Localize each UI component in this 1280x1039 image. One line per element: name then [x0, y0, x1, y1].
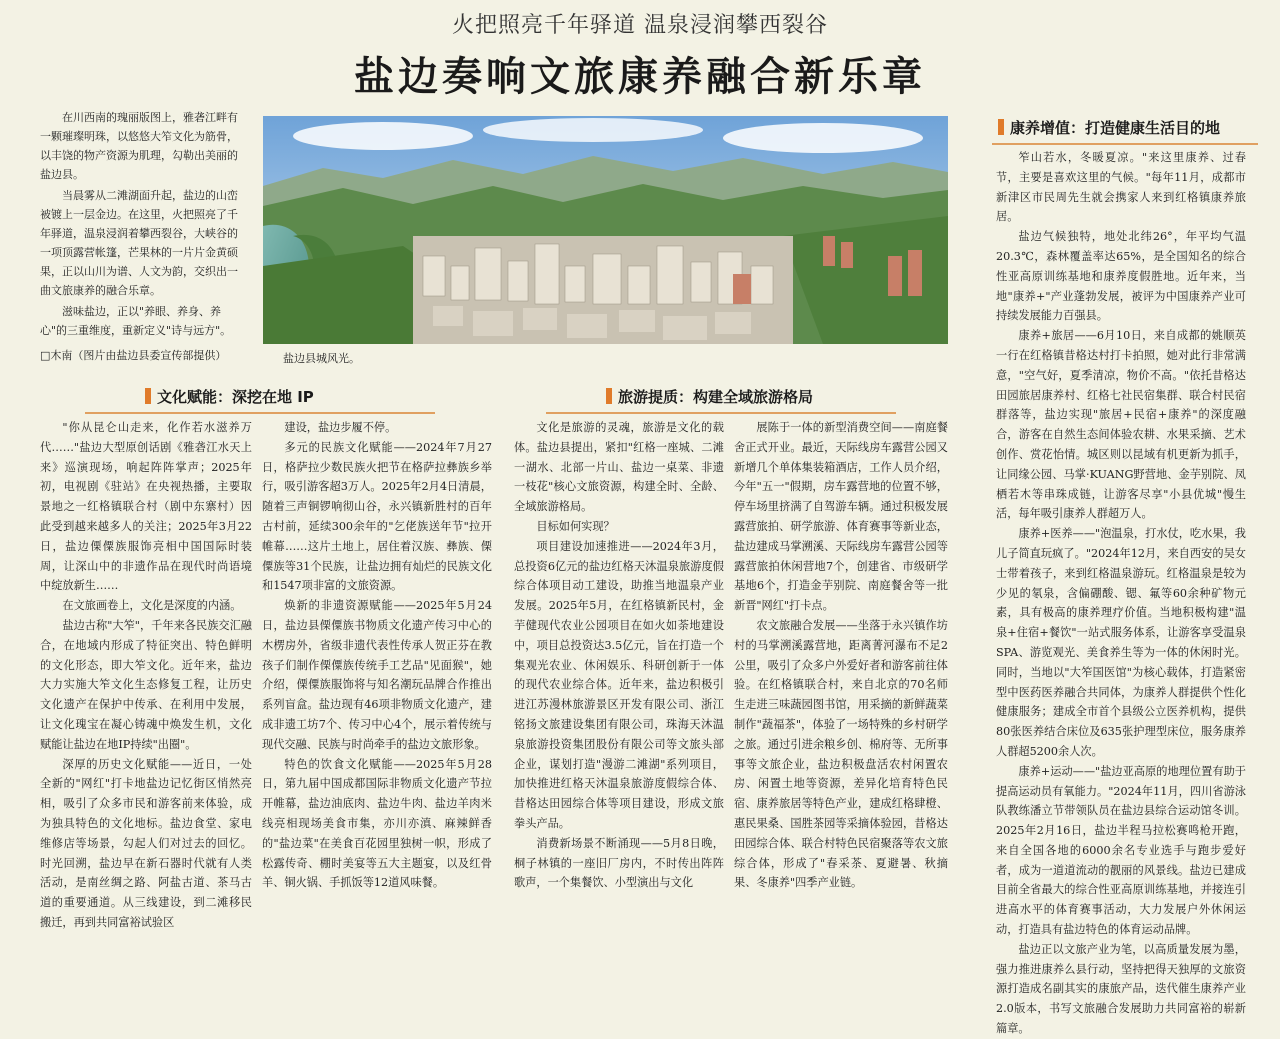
article-paragraph: 项目建设加速推进——2024年3月，总投资6亿元的盐边红格天沐温泉旅游度假综合体项目动工建设，助推当地温泉产业发展。2025年5月，在红格镇新民村，金芋健现代农业公园项目在如火如荼地建设中，项目总投资达3.5亿元，旨在打造一个集观光农业、休闲娱乐、科研创新于一体的现代农业综合体。近年来，盐边积极引进江苏漫林旅游景区开发有限公司、浙江铭扬文旅建设集团有限公司，珠海天沐温泉旅游投资集团股份有限公司等文旅头部企业，谋划打造"漫游二滩湖"系列项目，加快推进红格天沐温泉旅游度假综合体、昔格达田园综合体等项目建设，形成文旅拳头产品。: [514, 539, 724, 830]
headline: 盐边奏响文旅康养融合新乐章: [354, 54, 926, 100]
article-paragraph: 康养+运动——"盐边亚高原的地理位置有助于提高运动员有氧能力。"2024年11月，四川省游泳队教练潘立节带领队员在盐边县综合运动馆冬训。2025年2月16日，盐边半程马拉松赛鸣枪开跑，来自全国各地的6000余名专业选手与跑步爱好者，成为一道道流动的靓丽的风景线。盐边已建成目前全省最大的综合性亚高原训练基地，并接连引进高水平的体育赛事活动，大力发展户外休闲运动，打造具有盐边特色的体育运动品牌。: [996, 764, 1246, 937]
heading-rule: [85, 412, 435, 414]
article-paragraph: 焕新的非遗资源赋能——2025年5月24日，盐边县傈僳族书物质文化遗产传习中心的木楞房外，省级非遗代表性传承人贺正芬在教孩子们制作傈僳族传统手工艺品"见面猴"，她介绍，傈僳族服饰将与知名潮玩品牌合作推出系列盲盒。盐边现有46项非物质文化遗产，建成非遗工坊7个、传习中心4个，展示着传统与现代交融、民族与时尚牵手的盐边文旅形象。: [262, 599, 492, 751]
section-heading-health: [998, 117, 1248, 139]
intro-paragraph: 当晨雾从二滩湖面升起，盐边的山峦被镀上一层金边。在这里，火把照亮了千年驿道，温泉浸润着攀西裂谷，大峡谷的一项顶露营帐篷，芒果林的一片片金黄硕果，正以山川为谱、人文为韵，交织出一曲文旅康养的融合乐章。: [40, 189, 238, 297]
article-paragraph: 目标如何实现？: [536, 519, 615, 533]
heading-rule: [546, 412, 896, 414]
byline: □木南（图片由盐边县委宣传部提供）: [40, 349, 227, 362]
article-paragraph: 盐边正以文旅产业为笔，以高质量发展为墨，强力推进康养么县行动，坚持把得天独厚的文旅资源打造成名副其实的康旅产品，迭代催生康养产业2.0版本，书写文旅融合发展助力共同富裕的崭新篇章。: [996, 942, 1246, 1036]
article-column-4: [734, 418, 948, 893]
section-heading-culture: [145, 386, 375, 408]
article-paragraph: 深厚的历史文化赋能——近日，一处全新的"网红"打卡地盐边记忆街区悄然亮相，吸引了众多市民和游客前来体验，成为独具特色的文化地标。盐边食堂、家电维修店等场景，勾起人们对过去的回忆。时光回溯，盐边早在新石器时代就有人类活动，是南丝绸之路、阿盐古道、茶马古道的重要通道。从三线建设，到二滩移民搬迁，再到共同富裕试验区: [40, 757, 252, 929]
section-heading-tourism: [606, 386, 836, 408]
article-paragraph: 建设，盐边步履不停。: [284, 421, 397, 434]
town-aerial-photo: [263, 116, 948, 344]
heading-rule: [992, 143, 1258, 145]
intro-paragraph: 滋味盐边，正以"养眼、养身、养心"的三重维度，重新定义"诗与远方"。: [40, 305, 232, 337]
article-paragraph: 特色的饮食文化赋能——2025年5月28日，第九届中国成都国际非物质文化遗产节拉开帷幕，盐边油底肉、盐边牛肉、盐边羊肉米线亮相现场美食市集，亦川亦滇、麻辣鲜香的"盐边菜"在美食百花园里独树一帜，形成了松露传奇、棚时美宴等五大主题宴，以及红骨羊、铜火锅、手抓饭等12道风味餐。: [262, 757, 492, 890]
article-paragraph: 盐边气候独特，地处北纬26°，年平均气温20.3℃，森林覆盖率达65%，是全国知名的综合性亚高原训练基地和康养度假胜地。近年来，当地"康养+"产业蓬勃发展，被评为中国康养产业可持续发展能力百强县。: [996, 230, 1246, 323]
article-paragraph: 康养+医养——"泡温泉，打水仗，吃水果，我儿子简直玩疯了。"2024年12月，来自西安的吴女士带着孩子，来到红格温泉游玩。红格温泉是较为少见的氡泉，含偏硼酸、锶、氟等60余种矿物元素，具有极高的康养理疗价值。当地积极构建"温泉+住宿+餐饮"一站式服务体系，让游客享受温泉SPA、游览观光、美食养生等为一体的休闲时光。同时，当地以"大笮国医馆"为核心载体，打造紧密型中医药医养融合共同体，为康养人群提供个性化健康服务；建成全市首个县级公立医养机构，提供80张医养结合床位及635张护理型床位，服务康养人群超5200余人次。: [996, 527, 1246, 758]
section-heading-text: 文化赋能：深挖在地 IP: [157, 388, 314, 406]
article-column-3: [514, 418, 724, 893]
article-paragraph: 文化是旅游的灵魂，旅游是文化的载体。盐边县提出，紧扣"红格一座城、二滩一湖水、北部一片山、盐边一桌菜、非遗一枝花"核心文旅资源，构建全时、全龄、全域旅游格局。: [514, 421, 724, 514]
photo-illustration: [263, 116, 948, 344]
subheadline: 火把照亮千年驿道 温泉浸润攀西裂谷: [452, 13, 828, 38]
article-paragraph: 农文旅融合发展——坐落于永兴镇作坊村的马掌溯溪露营地，距离菁河瀑布不足2公里，吸引了众多户外爱好者和游客前往体验。在红格镇联合村，来自北京的70名师生走进三味蔬园图书馆，用采摘的新鲜蔬菜制作"蔬福茶"，体验了一场特殊的乡村研学之旅。通过引进余粮乡创、棉府等、无所事事等文旅企业，盐边积极盘活农村闲置农房、闲置土地等资源，差异化培育特色民宿、康养旅居等特色产业，建成红格肆橙、惠民果桑、国胜茶园等采摘体验园，昔格达田园综合体、联合村特色民宿聚落等农文旅综合体，形成了"春采茶、夏避暑、秋摘果、冬康养"四季产业链。: [734, 618, 948, 890]
article-column-1: [40, 418, 252, 933]
heading-marker: [606, 388, 612, 404]
article-paragraph: 消费新场景不断涌现——5月8日晚，桐子林镇的一座旧厂房内，不时传出阵阵歌声，一个集餐饮、小型演出与文化: [514, 836, 724, 890]
masthead: [0, 8, 1280, 102]
article-paragraph: 在文旅画卷上，文化是深度的内涵。: [62, 599, 242, 613]
heading-marker: [998, 119, 1004, 135]
section-heading-text: 康养增值：打造健康生活目的地: [1010, 119, 1221, 137]
heading-marker: [145, 388, 151, 404]
article-paragraph: "你从昆仑山走来，化作若水滋养万代……"盐边大型原创话剧《雅砻江水天上来》巡演现场，响起阵阵掌声；2025年初，电视剧《驻站》在央视热播，主要取景地之一红格镇联合村（剧中东寨村）因此受到越来越多人的关注；2025年3月22日，盐边傈僳族服饰亮相中国国际时装周，让深山中的非遗作品在现代时尚语境中绽放新生……: [40, 421, 252, 593]
article-column-2: [262, 418, 492, 893]
article-paragraph: 展陈于一体的新型消费空间——南庭餐舍正式开业。最近，天际线房车露营公园又新增几个单体集装箱酒店，工作人员介绍，今年"五一"假期，房车露营地的位置不够，停车场里挤满了自驾游车辆。通过积极发展露营旅拍、研学旅游、体育赛事等新业态，盐边建成马掌溯溪、天际线房车露营公园等露营旅拍休闲营地7个，创建省、市级研学基地6个，打造金芋别院、南庭餐舍等一批新晋"网红"打卡点。: [734, 421, 948, 613]
article-paragraph: 盐边古称"大笮"，千年来各民族交汇融合，在地域内形成了特征突出、特色鲜明的文化形态，即大笮文化。近年来，盐边大力实施大笮文化生态修复工程，让历史文化遗产在保护中传承、在利用中发展，让文化瑰宝在凝心铸魂中焕发生机，文化赋能让盐边在地IP持续"出圈"。: [40, 618, 252, 751]
article-paragraph: 笮山若水，冬暖夏凉。"来这里康养、过春节，主要是喜欢这里的气候。"每年11月，成都市新津区市民周先生就会携家人来到红格镇康养旅居。: [996, 151, 1246, 224]
intro-block: [40, 108, 240, 367]
intro-paragraph: 在川西南的瑰丽版图上，雅砻江畔有一颗璀璨明珠，以悠悠大笮文化为筋骨，以丰饶的物产资源为肌理，勾勒出美丽的盐边县。: [40, 111, 238, 181]
article-paragraph: 康养+旅居——6月10日，来自成都的姚顺英一行在红格镇昔格达村打卡拍照，她对此行非常满意，"空气好，夏季清凉，物价不高。"依托昔格达田园旅居康养村、红格七社民宿集群、联合村民宿群落等，盐边实现"旅居+民宿+康养"的深度融合，游客在自然生态间体验农耕、水果采摘、艺术创作、赏花怡情。城区则以昆域有机更新为抓手，让同缘公园、马掌·KUANG野营地、金芋别院、凤栖若木等串珠成链，让游客尽享"小县优城"慢生活，每年吸引康养人群超万人。: [996, 329, 1246, 521]
section-heading-text: 旅游提质：构建全域旅游格局: [618, 388, 814, 406]
article-paragraph: 多元的民族文化赋能——2024年7月27日，格萨拉少数民族火把节在格萨拉彝族乡举行，吸引游客超3万人。2025年2月4日清晨，随着三声铜锣响彻山谷，永兴镇新胜村的百年古村前，延续300余年的"乞佬族送年节"拉开帷幕……这片土地上，居住着汉族、彝族、傈僳族等31个民族，让盐边拥有灿烂的民族文化和1547项非富的文旅资源。: [262, 440, 492, 593]
photo-caption: 盐边县城风光。: [283, 352, 360, 365]
article-column-5: [996, 148, 1246, 1039]
